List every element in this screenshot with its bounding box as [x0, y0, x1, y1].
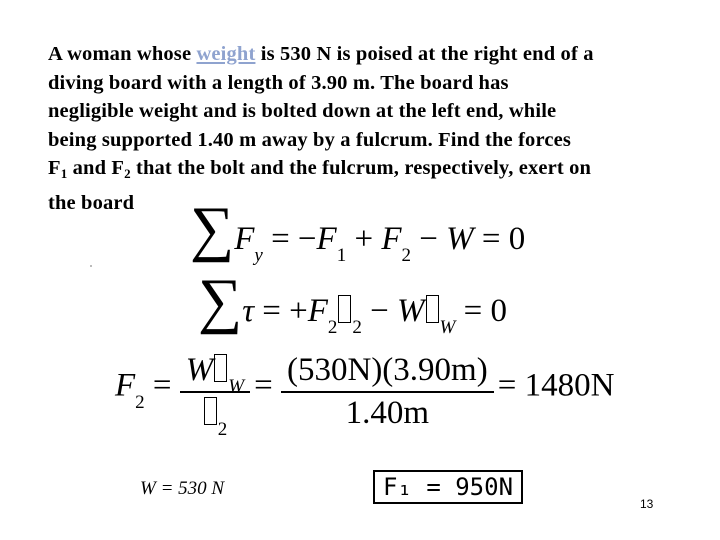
math-var: W — [397, 293, 425, 329]
math-var: W — [446, 221, 474, 257]
math-subscript: W — [439, 317, 456, 338]
fraction-numerator: (530N)(3.90m) — [287, 352, 488, 388]
math-var: F — [381, 221, 402, 257]
math-var: F — [234, 221, 255, 257]
solve-f2-equation — [115, 352, 615, 440]
problem-line-4: being supported 1.40 m away by a fulcrum. Find the forces — [48, 128, 571, 151]
missing-glyph-box — [426, 295, 439, 323]
subscript: 2 — [124, 166, 131, 181]
force-balance-equation — [190, 195, 526, 266]
problem-line-2: diving board with a length of 3.90 m. The board has — [48, 71, 509, 94]
answer-box: F₁ = 950N — [373, 470, 523, 504]
math-subscript: 2 — [401, 245, 412, 266]
stray-dot — [90, 265, 92, 267]
subscript: 1 — [60, 166, 68, 181]
numeric-fraction — [281, 352, 494, 432]
result-value: = 1480N — [497, 367, 615, 404]
summation-symbol: ∑ — [198, 267, 243, 335]
problem-line-5 — [48, 154, 688, 189]
fraction-numerator — [180, 352, 250, 397]
math-op: = — [254, 367, 281, 404]
math-var: W — [185, 352, 214, 388]
math-var: F — [316, 221, 337, 257]
math-op: = + — [254, 293, 308, 329]
weight-link[interactable]: weight — [196, 43, 256, 65]
fraction-denominator — [180, 395, 250, 440]
math-op: + — [346, 221, 382, 257]
math-op: − — [411, 221, 447, 257]
math-subscript: W — [228, 376, 245, 397]
fraction-bar — [281, 391, 494, 393]
math-var: F — [115, 367, 136, 404]
math-var: F — [307, 293, 328, 329]
problem-text: A woman whose — [48, 43, 197, 65]
math-subscript: 2 — [135, 391, 145, 413]
math-subscript: 1 — [336, 245, 347, 266]
math-op: = 0 — [473, 221, 526, 257]
problem-statement — [48, 40, 688, 217]
problem-line-3: negligible weight and is bolted down at the left end, while — [48, 100, 557, 122]
problem-text: is 530 N is poised at the right end of a — [255, 43, 594, 65]
problem-text: and F — [67, 157, 125, 179]
page-number: 13 — [640, 497, 654, 511]
math-op: = — [144, 367, 180, 404]
missing-glyph-box — [214, 354, 227, 382]
problem-text: that the bolt and the fulcrum, respectively, exert on — [130, 157, 592, 179]
summation-symbol: ∑ — [190, 195, 235, 263]
given-weight: W = 530 N — [140, 478, 225, 499]
math-subscript: 2 — [217, 419, 228, 440]
missing-glyph-box — [338, 295, 351, 323]
math-subscript: 2 — [352, 317, 362, 338]
problem-text: F — [48, 157, 61, 179]
torque-balance-equation — [198, 267, 507, 338]
fraction-denominator: 1.40m — [345, 395, 430, 431]
math-op: = 0 — [455, 293, 507, 329]
math-subscript: 2 — [327, 317, 338, 338]
math-var: τ — [242, 293, 255, 329]
math-op: − — [361, 293, 398, 329]
math-op: = − — [262, 221, 317, 257]
missing-glyph-box — [204, 397, 217, 425]
symbolic-fraction — [180, 352, 250, 440]
problem-line-1 — [48, 40, 688, 69]
math-subscript: y — [254, 245, 263, 266]
problem-line-6: the board — [48, 191, 135, 214]
